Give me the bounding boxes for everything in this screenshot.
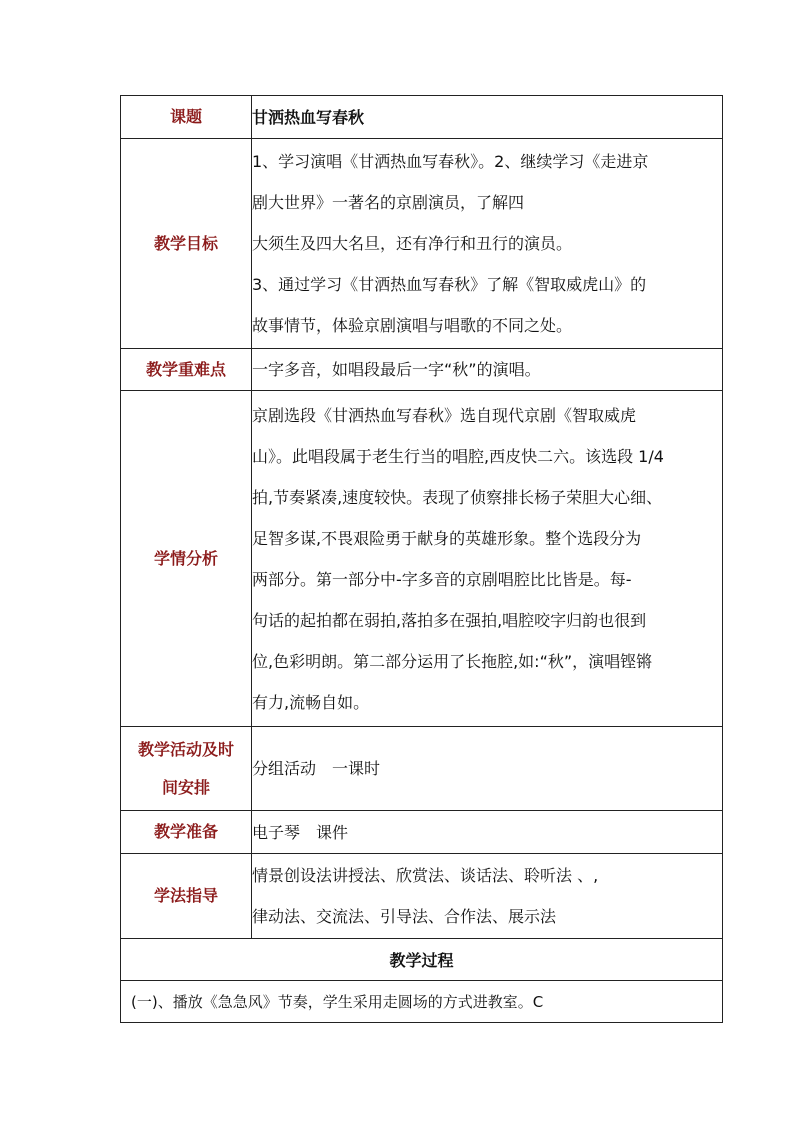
goals-line: 大须生及四大名旦，还有净行和丑行的演员。: [252, 234, 573, 253]
analysis-content: [252, 391, 723, 727]
lesson-plan-table: [120, 95, 723, 1023]
goals-line: 故事情节，体验京剧演唱与唱歌的不同之处。: [252, 316, 573, 335]
process-first-step: (一)、播放《急急风》节奏，学生采用走圆场的方式进教室。C: [121, 981, 723, 1023]
goals-label: 教学目标: [121, 139, 252, 349]
goals-content: [252, 139, 723, 349]
activity-label-line: 间安排: [161, 777, 210, 797]
row-key-points: [121, 349, 723, 391]
row-activity: [121, 727, 723, 811]
analysis-line: 有力,流畅自如。: [252, 692, 370, 712]
analysis-line: 句话的起拍都在弱拍,落拍多在强拍,唱腔咬字归韵也很到: [252, 610, 647, 630]
row-topic: [121, 96, 723, 139]
method-line: 律动法、交流法、引导法、合作法、展示法: [252, 907, 557, 926]
analysis-line: 位,色彩明朗。第二部分运用了长拖腔,如:“秋”，演唱铿锵: [252, 651, 653, 671]
key-points-label: 教学重难点: [121, 349, 252, 391]
row-process-step: [121, 981, 723, 1023]
analysis-line: 山》。此唱段属于老生行当的唱腔,西皮快二六。该选段 1/4: [252, 446, 664, 466]
activity-label: [121, 727, 252, 811]
prep-label: 教学准备: [121, 811, 252, 854]
topic-label: 课题: [121, 96, 252, 139]
row-goals: [121, 139, 723, 349]
method-label: 学法指导: [121, 854, 252, 939]
analysis-line: 京剧选段《甘洒热血写春秋》选自现代京剧《智取威虎: [252, 405, 637, 425]
row-analysis: [121, 391, 723, 727]
activity-label-line: 教学活动及时: [137, 739, 234, 759]
row-process-heading: [121, 939, 723, 981]
method-content: [252, 854, 723, 939]
prep-value: 电子琴 课件: [252, 811, 723, 854]
row-method: [121, 854, 723, 939]
topic-value: 甘洒热血写春秋: [252, 96, 723, 139]
process-heading: 教学过程: [121, 939, 723, 981]
analysis-line: 足智多谋,不畏艰险勇于献身的英雄形象。整个选段分为: [252, 528, 642, 548]
analysis-line: 拍,节奏紧凑,速度较快。表现了侦察排长杨子荣胆大心细、: [252, 487, 663, 507]
goals-line: 3、通过学习《甘洒热血写春秋》了解《智取威虎山》的: [252, 275, 647, 294]
activity-value: 分组活动 一课时: [252, 727, 723, 811]
goals-line: 剧大世界》一著名的京剧演员，了解四: [252, 193, 525, 212]
key-points-value: 一字多音，如唱段最后一字“秋”的演唱。: [252, 349, 723, 391]
method-line: 情景创设法讲授法、欣赏法、谈话法、聆听法 、,: [252, 866, 599, 885]
analysis-label: 学情分析: [121, 391, 252, 727]
row-prep: [121, 811, 723, 854]
analysis-line: 两部分。第一部分中-字多音的京剧唱腔比比皆是。每-: [252, 569, 632, 589]
goals-line: 1、学习演唱《甘洒热血写春秋》。2、继续学习《走进京: [252, 152, 649, 171]
